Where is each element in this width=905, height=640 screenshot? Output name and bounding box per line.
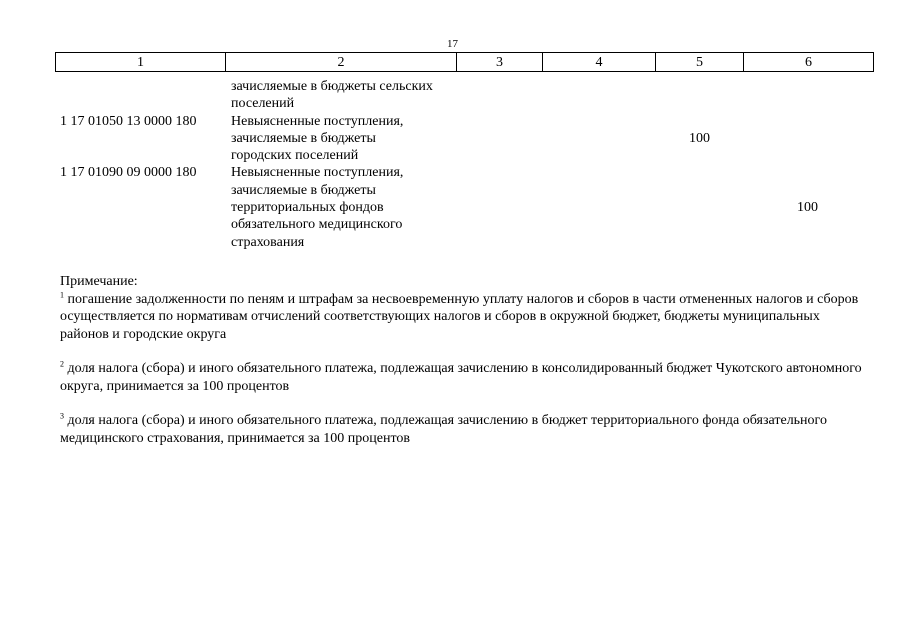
row-code: 1 17 01050 13 0000 180 [60,113,197,129]
note-text: погашение задолженности по пеням и штрафам за несвоевременную уплату налогов и сборов в части отмененных налогов и сборов осуществляется по нормативам отчислений соответствующих налогов и сборов в окружной бюджет, бюджеты муниципальных районов и городские округа [60,291,859,342]
header-col-4: 4 [543,53,656,72]
table-body [55,78,873,251]
row-name [231,164,461,250]
header-col-6: 6 [744,53,874,72]
table-row-continuation [55,78,873,113]
header-row [56,53,874,72]
name-line: зачисляемые в бюджеты [231,182,376,198]
name-line: территориальных фондов [231,200,384,216]
column-number-header [55,52,874,72]
header-col-3: 3 [457,53,543,72]
name-line: поселений [231,96,295,112]
name-line: Невыясненные поступления, [231,165,404,181]
header-col-2: 2 [226,53,457,72]
note-item [60,412,870,447]
name-line: Невыясненные поступления, [231,113,404,129]
header-col-5: 5 [656,53,744,72]
footnote-marker: 3 [60,411,64,421]
name-line: обязательного медицинского [231,217,403,233]
row-code: 1 17 01090 09 0000 180 [60,165,197,181]
notes-title: Примечание: [60,274,138,289]
header-col-1: 1 [56,53,226,72]
footnote-marker: 2 [60,359,64,369]
row-col5-value: 100 [689,130,710,146]
name-line: зачисляемые в бюджеты сельских [231,79,433,94]
name-line: страхования [231,234,305,250]
note-item [60,360,870,395]
table-row [55,164,873,251]
footnote-marker: 1 [60,289,64,299]
name-line: зачисляемые в бюджеты [231,130,376,146]
note-item [60,291,870,344]
continuation-name [231,78,461,113]
page-number: 17 [447,38,458,50]
name-line: городских поселений [231,148,359,164]
notes-section [60,273,870,464]
row-col6-value: 100 [797,200,818,216]
table-row [55,113,873,165]
note-text: доля налога (сбора) и иного обязательного платежа, подлежащая зачислению в консолидированный бюджет Чукотского автономного округа, принимается за 100 процентов [60,361,862,394]
note-text: доля налога (сбора) и иного обязательного платежа, подлежащая зачислению в бюджет территориального фонда обязательного медицинского страхования, принимается за 100 процентов [60,413,827,446]
row-name [231,113,461,165]
